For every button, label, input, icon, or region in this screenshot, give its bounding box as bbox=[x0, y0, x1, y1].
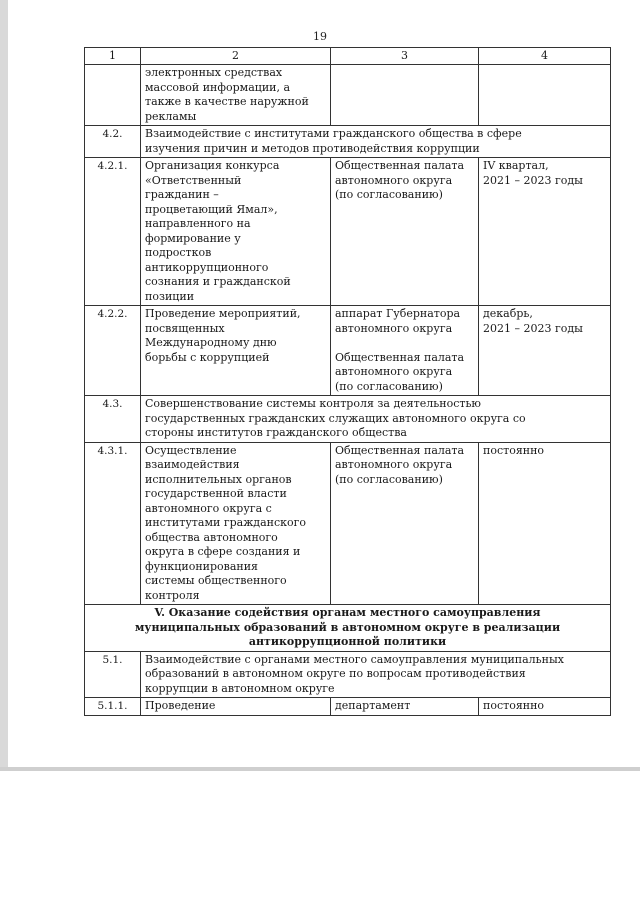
activity-cell: Осуществление взаимодействия исполнительных органов государственной власти автономного округа с институтами гражданского общества автономного округа в сфере создания и функционирования системы общественного контроля bbox=[141, 442, 331, 605]
executor-cell: аппарат Губернатора автономного округа Общественная палата автономного округа (по согласованию) bbox=[331, 306, 479, 396]
section-title: V. Оказание содействия органам местного самоуправления муниципальных образований в автономном округе в реализации антикоррупционной политики bbox=[85, 605, 611, 652]
table-row bbox=[85, 698, 611, 716]
group-number: 5.1. bbox=[85, 651, 141, 698]
column-header-4: 4 bbox=[479, 48, 611, 65]
executor-cell: Общественная палата автономного округа (по согласованию) bbox=[331, 442, 479, 605]
table-row bbox=[85, 306, 611, 396]
deadline-cell bbox=[479, 65, 611, 126]
table-section-row bbox=[85, 605, 611, 652]
deadline-cell: IV квартал, 2021 – 2023 годы bbox=[479, 158, 611, 306]
table-row bbox=[85, 442, 611, 605]
item-number: 4.2.1. bbox=[85, 158, 141, 306]
table-row bbox=[85, 158, 611, 306]
executor-cell: Общественная палата автономного округа (по согласованию) bbox=[331, 158, 479, 306]
executor-cell: департамент bbox=[331, 698, 479, 716]
item-number: 5.1.1. bbox=[85, 698, 141, 716]
item-number: 4.2.2. bbox=[85, 306, 141, 396]
item-number: 4.3.1. bbox=[85, 442, 141, 605]
column-header-1: 1 bbox=[85, 48, 141, 65]
table-group-row bbox=[85, 126, 611, 158]
scan-edge-bottom bbox=[0, 767, 640, 771]
executor-cell bbox=[331, 65, 479, 126]
measures-table bbox=[84, 47, 611, 716]
table-row bbox=[85, 65, 611, 126]
column-header-2: 2 bbox=[141, 48, 331, 65]
group-number: 4.2. bbox=[85, 126, 141, 158]
activity-cell: Проведение bbox=[141, 698, 331, 716]
group-title: Взаимодействие с органами местного самоуправления муниципальных образований в автономном округе по вопросам противодействия коррупции в автономном округе bbox=[141, 651, 611, 698]
item-number bbox=[85, 65, 141, 126]
deadline-cell: постоянно bbox=[479, 442, 611, 605]
group-number: 4.3. bbox=[85, 396, 141, 443]
column-header-3: 3 bbox=[331, 48, 479, 65]
page-number: 19 bbox=[313, 30, 327, 43]
group-title: Совершенствование системы контроля за деятельностью государственных гражданских служащих автономного округа со стороны институтов гражданского общества bbox=[141, 396, 611, 443]
group-title: Взаимодействие с институтами гражданского общества в сфере изучения причин и методов противодействия коррупции bbox=[141, 126, 611, 158]
scan-edge-left bbox=[0, 0, 8, 770]
activity-cell: электронных средствах массовой информации, а также в качестве наружной рекламы bbox=[141, 65, 331, 126]
table-group-row bbox=[85, 651, 611, 698]
activity-cell: Проведение мероприятий, посвященных Международному дню борьбы с коррупцией bbox=[141, 306, 331, 396]
deadline-cell: постоянно bbox=[479, 698, 611, 716]
activity-cell: Организация конкурса «Ответственный гражданин – процветающий Ямал», направленного на формирование у подростков антикоррупционного сознания и гражданской позиции bbox=[141, 158, 331, 306]
deadline-cell: декабрь, 2021 – 2023 годы bbox=[479, 306, 611, 396]
table-header-row bbox=[85, 48, 611, 65]
table-group-row bbox=[85, 396, 611, 443]
